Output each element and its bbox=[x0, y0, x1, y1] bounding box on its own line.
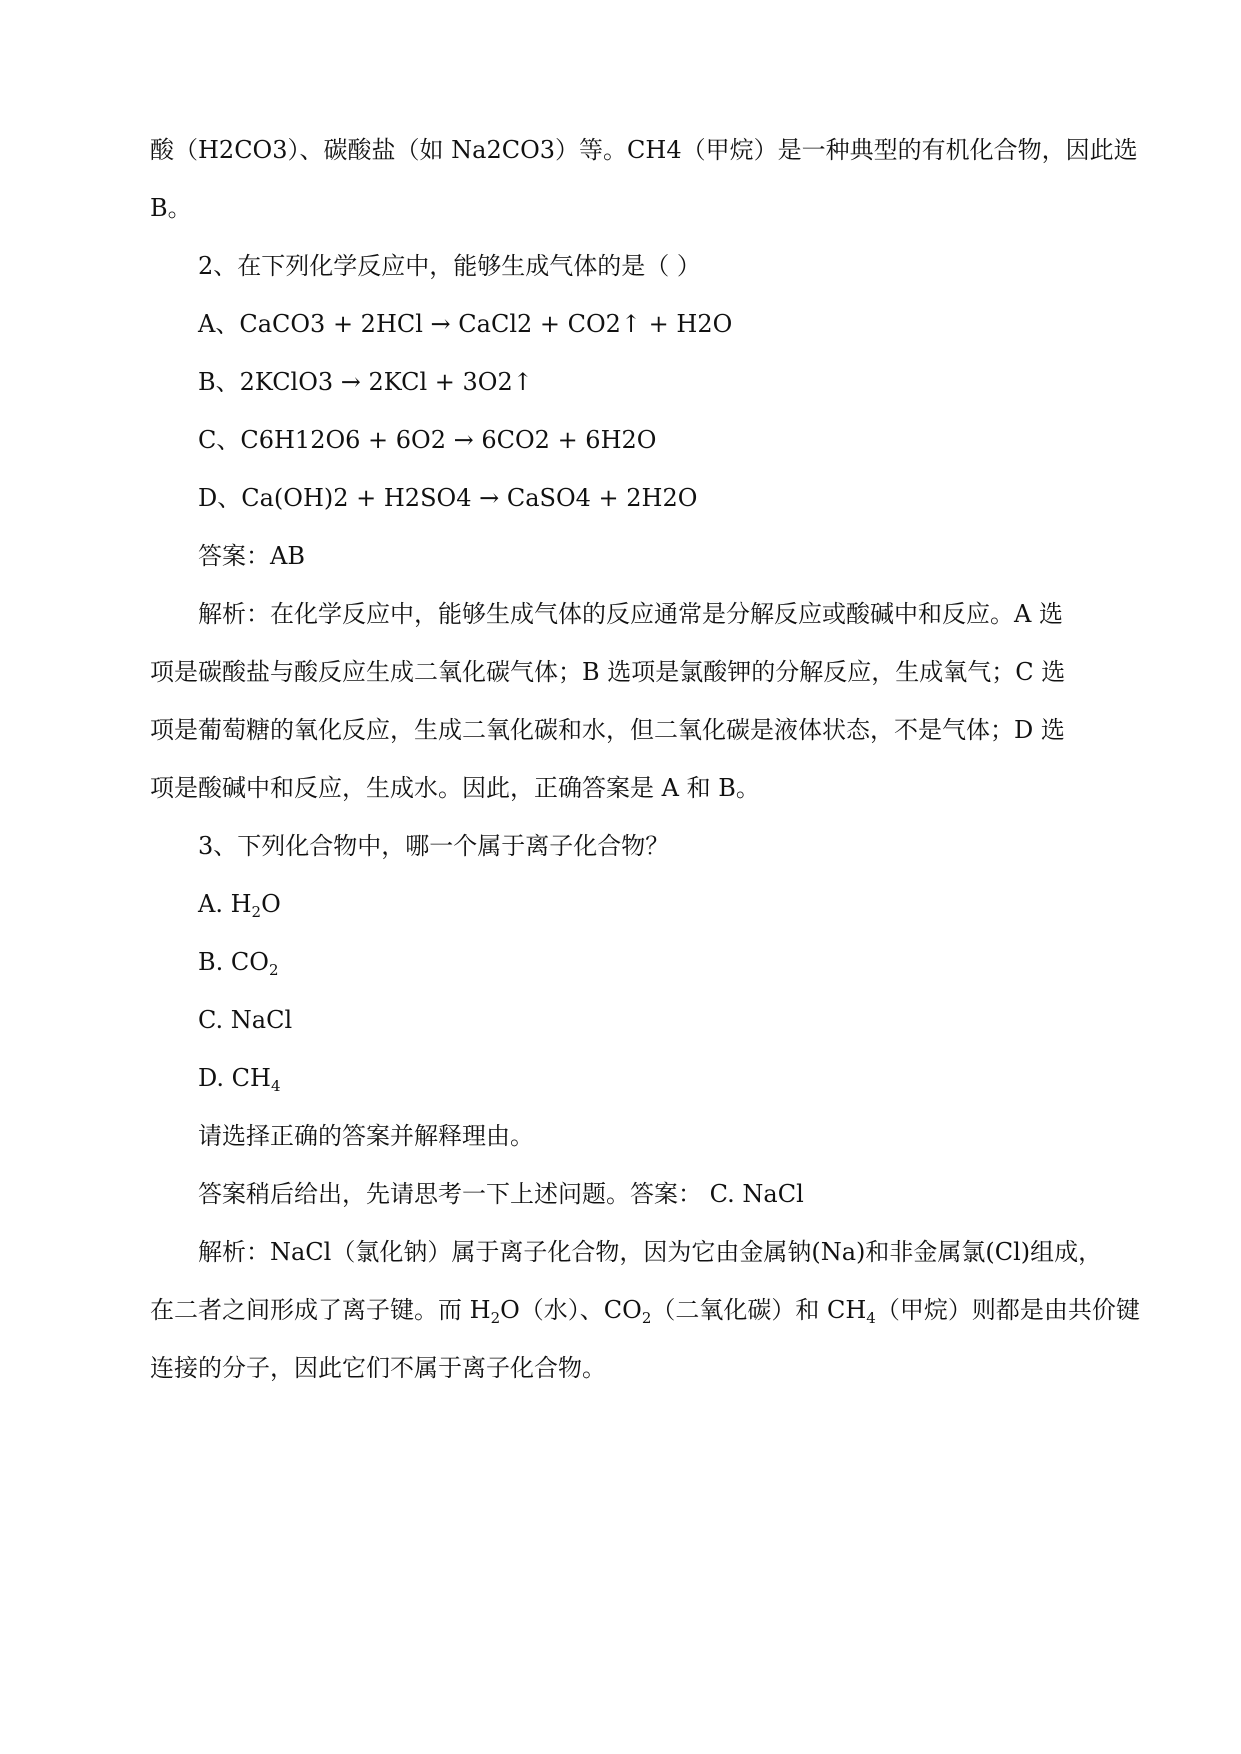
question-2-option-b: B、2KClO3 → 2KCl + 3O2↑ bbox=[198, 368, 533, 396]
question-2-analysis: 项是葡萄糖的氧化反应，生成二氧化碳和水，但二氧化碳是液体状态，不是气体；D 选 bbox=[150, 716, 1065, 744]
question-2-option-d: D、Ca(OH)2 + H2SO4 → CaSO4 + 2H2O bbox=[198, 484, 698, 512]
question-3-answer: 答案稍后给出，先请思考一下上述问题。答案： C. NaCl bbox=[198, 1180, 804, 1208]
question-3-option-a: A. $H_2O$ bbox=[198, 890, 281, 921]
paragraph-line: B。 bbox=[150, 194, 192, 222]
paragraph-line: 酸（H2CO3）、碳酸盐（如 Na2CO3）等。CH4（甲烷）是一种典型的有机化合物，因此选 bbox=[150, 136, 1138, 164]
question-3-option-d: D. $CH_4$ bbox=[198, 1064, 281, 1095]
question-2-answer: 答案：AB bbox=[198, 542, 305, 570]
question-2-option-a: A、CaCO3 + 2HCl → CaCl2 + CO2↑ + H2O bbox=[198, 310, 733, 338]
question-3-prompt: 请选择正确的答案并解释理由。 bbox=[198, 1122, 534, 1150]
question-3-option-b: B. $CO_2$ bbox=[198, 948, 279, 979]
question-2-stem: 2、在下列化学反应中，能够生成气体的是（ ） bbox=[198, 252, 701, 280]
question-3-option-c: C. NaCl bbox=[198, 1006, 293, 1034]
question-3-analysis: 连接的分子，因此它们不属于离子化合物。 bbox=[150, 1354, 606, 1382]
question-3-analysis: 解析：NaCl（氯化钠）属于离子化合物，因为它由金属钠(Na)和非金属氯(Cl)组成， bbox=[198, 1238, 1103, 1266]
question-3-stem: 3、下列化合物中，哪一个属于离子化合物？ bbox=[198, 832, 670, 860]
question-2-option-c: C、C6H12O6 + 6O2 → 6CO2 + 6H2O bbox=[198, 426, 657, 454]
question-3-analysis: 在二者之间形成了离子键。而 $H_2O$（水）、$CO_2$（二氧化碳）和 $CH_4$（甲烷）则都是由共价键 bbox=[150, 1296, 1140, 1327]
question-2-analysis: 项是酸碱中和反应，生成水。因此，正确答案是 A 和 B。 bbox=[150, 774, 760, 802]
question-2-analysis: 项是碳酸盐与酸反应生成二氧化碳气体；B 选项是氯酸钾的分解反应，生成氧气；C 选 bbox=[150, 658, 1066, 686]
question-2-analysis: 解析：在化学反应中，能够生成气体的反应通常是分解反应或酸碱中和反应。A 选 bbox=[198, 600, 1063, 628]
